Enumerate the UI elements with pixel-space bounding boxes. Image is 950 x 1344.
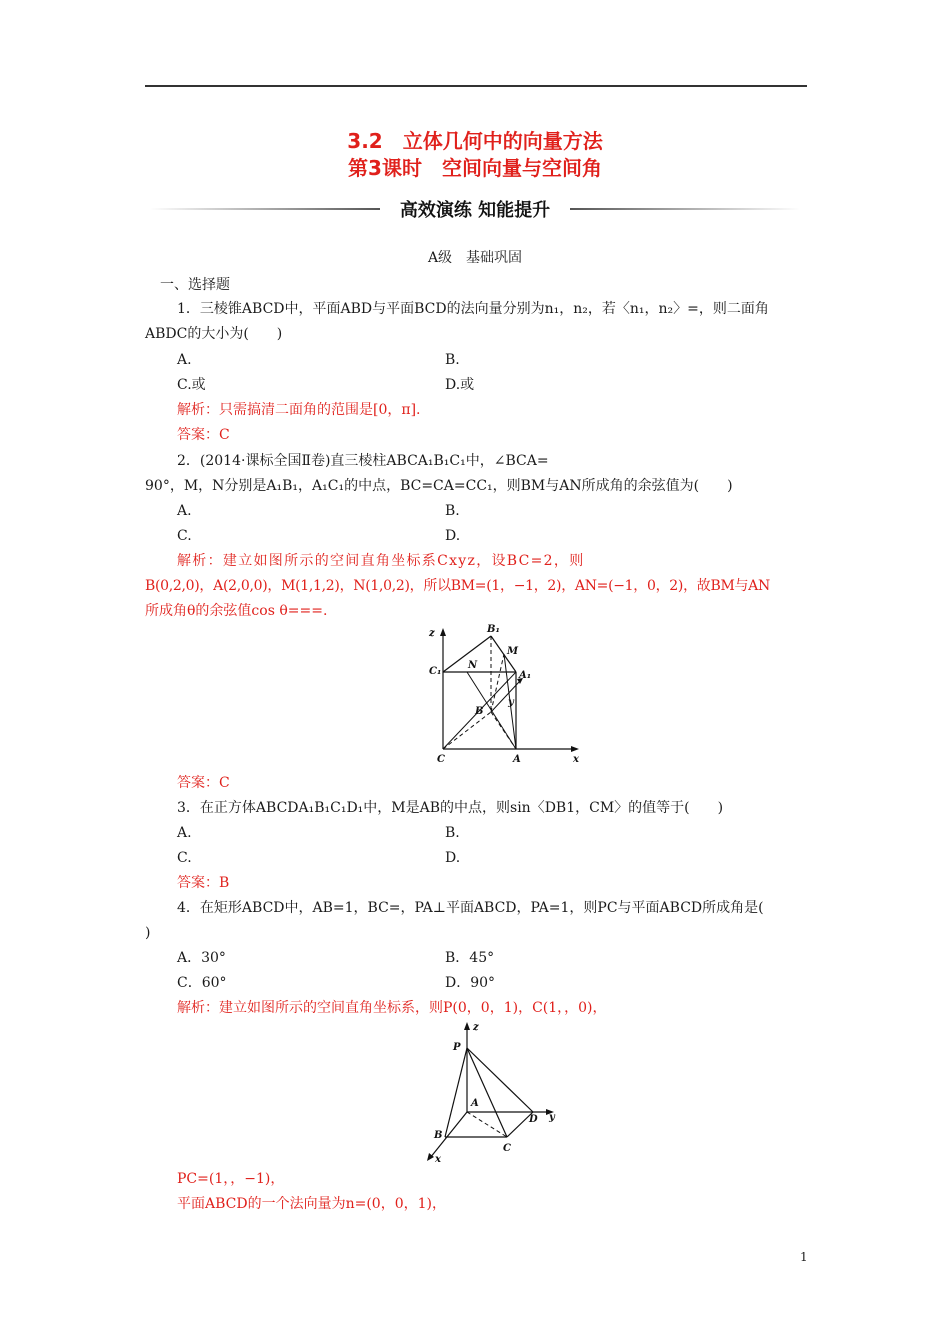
fig1-label-a: A <box>513 754 521 765</box>
q1-answer: 答案：C <box>177 427 230 443</box>
lesson-title: 第3课时 空间向量与空间角 <box>348 156 602 180</box>
q3-option-c: C. <box>177 850 192 866</box>
q4-stem-line2: ) <box>145 925 151 941</box>
pyramid-figure <box>425 1020 565 1165</box>
q1-stem-line1: 1．三棱锥ABCD中，平面ABD与平面BCD的法向量分别为n₁，n₂，若〈n₁，n₂〉=，则二面角 <box>177 301 769 317</box>
section-title: 3.2 立体几何中的向量方法 <box>347 129 603 153</box>
fig1-label-z: z <box>429 628 435 639</box>
q3-answer: 答案：B <box>177 875 230 891</box>
q1-stem-line2: ABDC的大小为( ) <box>145 326 283 342</box>
q2-stem-line2: 90°，M，N分别是A₁B₁，A₁C₁的中点，BC=CA=CC₁，则BM与AN所成角的余弦值为( ) <box>145 478 733 494</box>
q4-option-c: C．60° <box>177 975 227 991</box>
q4-pc-vector: PC=(1，，−1)， <box>177 1171 285 1187</box>
q4-stem-line1: 4．在矩形ABCD中，AB=1，BC=，PA⊥平面ABCD，PA=1，则PC与平面ABCD所成角是( <box>177 900 764 916</box>
fig2-label-b: B <box>434 1130 443 1141</box>
fig1-label-c1: C₁ <box>429 666 442 677</box>
q1-option-a: A. <box>177 352 192 368</box>
q2-option-a: A. <box>177 503 192 519</box>
prism-figure <box>425 622 590 767</box>
q2-analysis-line2: B(0,2,0)，A(2,0,0)，M(1,1,2)，N(1,0,2)，所以BM=(1，−1，2)，AN=(−1，0，2)，故BM与AN <box>145 578 770 594</box>
q4-option-d: D．90° <box>445 975 496 991</box>
q2-option-b: B. <box>445 503 460 519</box>
fig2-label-p: P <box>453 1042 461 1053</box>
fig2-label-c: C <box>503 1143 511 1154</box>
header-rule <box>145 85 807 87</box>
q2-analysis-line1: 解析：建立如图所示的空间直角坐标系Cxyz，设BC=2，则 <box>177 553 585 569</box>
page-number: 1 <box>800 1250 808 1264</box>
fig2-label-x: x <box>435 1154 441 1165</box>
banner-text: 高效演练 知能提升 <box>399 200 551 221</box>
q1-option-c: C.或 <box>177 377 206 393</box>
banner <box>150 196 800 222</box>
q3-option-b: B. <box>445 825 460 841</box>
q4-analysis: 解析：建立如图所示的空间直角坐标系，则P(0，0，1)，C(1，，0)， <box>177 1000 607 1016</box>
q2-answer: 答案：C <box>177 775 230 791</box>
fig2-label-a: A <box>471 1098 479 1109</box>
q2-option-d: D. <box>445 528 461 544</box>
fig1-label-b1: B₁ <box>487 624 500 635</box>
fig1-label-b: B <box>475 706 484 717</box>
q1-option-d: D.或 <box>445 377 475 393</box>
q4-option-b: B．45° <box>445 950 495 966</box>
q3-option-a: A. <box>177 825 192 841</box>
level-heading: A级 基础巩固 <box>427 250 523 266</box>
q1-analysis: 解析：只需搞清二面角的范围是[0，π]. <box>177 402 421 418</box>
fig1-label-x: x <box>573 754 579 765</box>
q2-stem-line1: 2．(2014·课标全国Ⅱ卷)直三棱柱ABCA₁B₁C₁中，∠BCA= <box>177 453 549 469</box>
q3-stem: 3．在正方体ABCDA₁B₁C₁D₁中，M是AB的中点，则sin〈DB1，CM〉的值等于( ) <box>177 800 724 816</box>
part-heading: 一、选择题 <box>160 277 230 293</box>
q3-option-d: D. <box>445 850 461 866</box>
q4-normal-vector: 平面ABCD的一个法向量为n=(0，0，1)， <box>177 1196 446 1212</box>
fig1-label-m: M <box>507 646 519 657</box>
q1-option-b: B. <box>445 352 460 368</box>
q2-option-c: C. <box>177 528 192 544</box>
fig1-label-y: y <box>508 697 514 708</box>
q4-option-a: A．30° <box>177 950 226 966</box>
fig2-label-d: D <box>529 1114 538 1125</box>
fig1-label-n: N <box>468 660 478 671</box>
fig1-label-a1: A₁ <box>519 670 532 681</box>
fig2-label-z: z <box>473 1022 479 1033</box>
fig2-label-y: y <box>549 1112 555 1123</box>
q2-analysis-line3: 所成角θ的余弦值cos θ===. <box>145 603 328 619</box>
fig1-label-c: C <box>437 754 445 765</box>
